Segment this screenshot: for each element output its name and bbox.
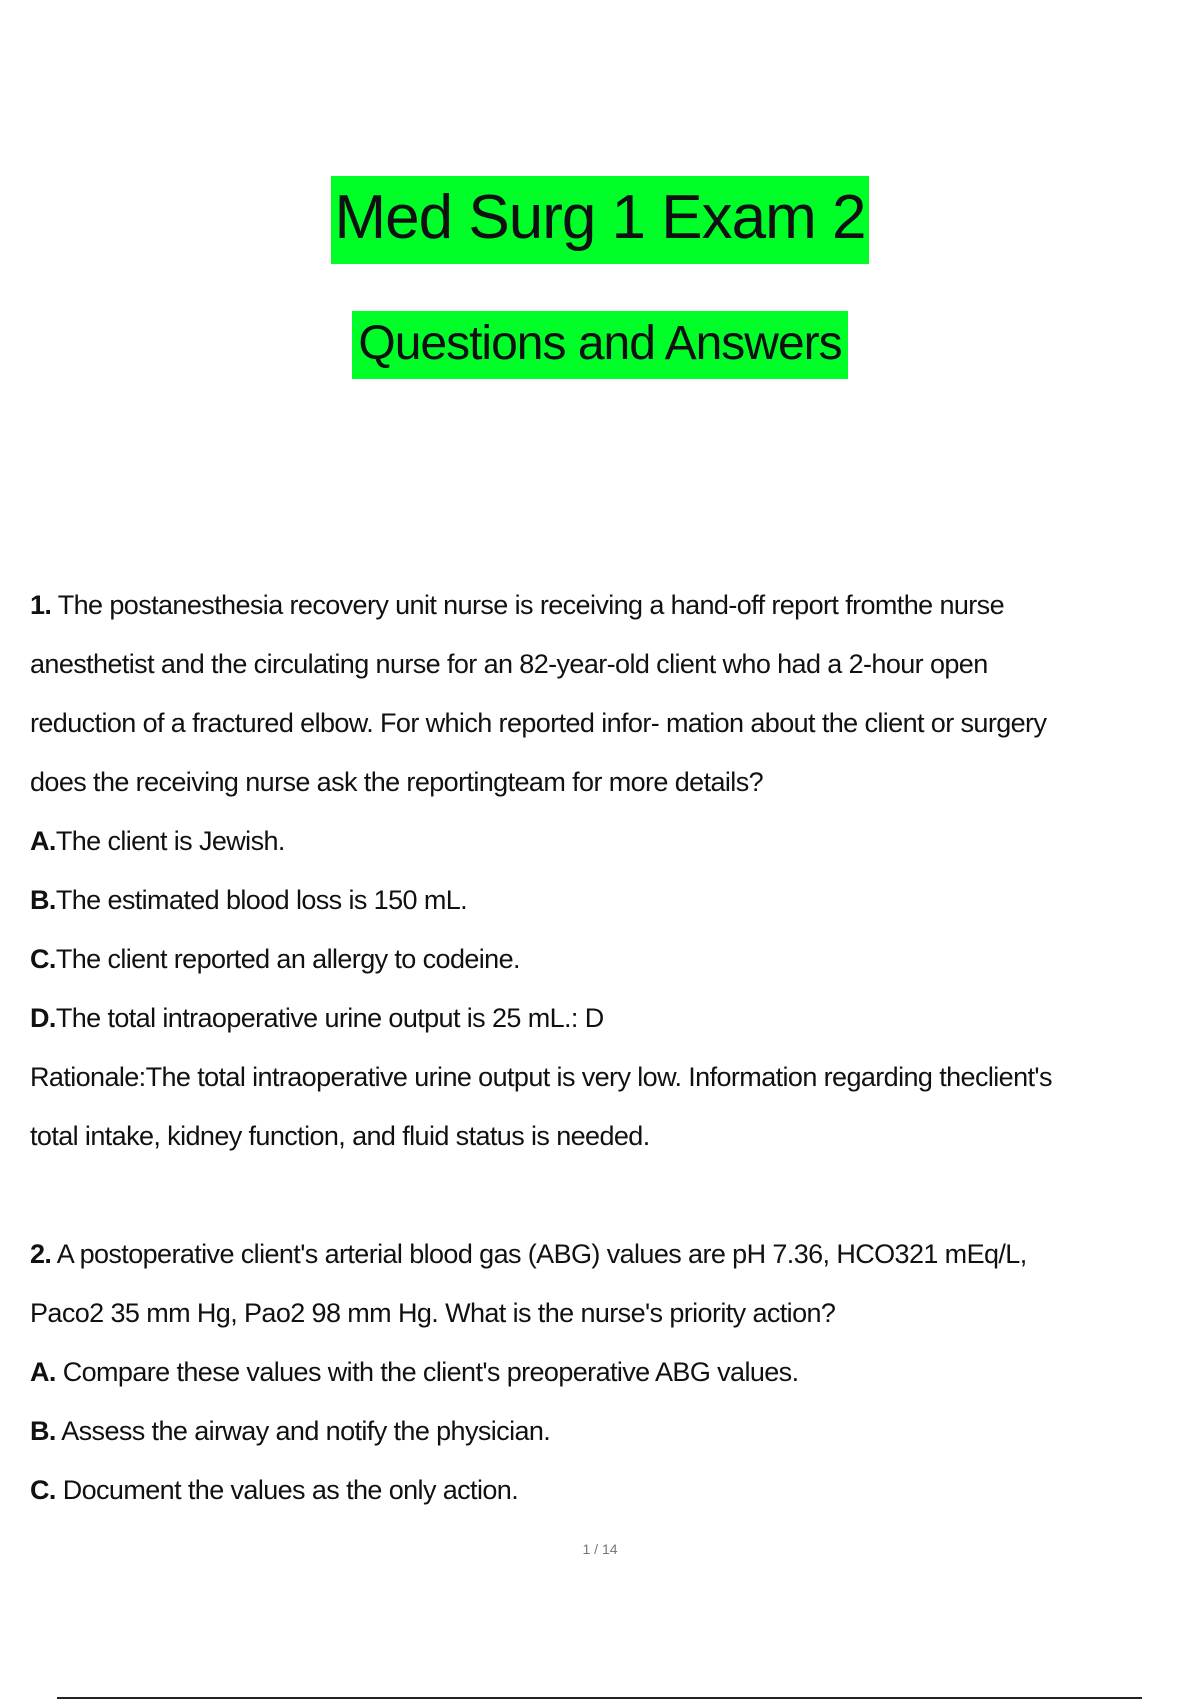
question-1-stem-line-2: anesthetist and the circulating nurse for an 82-year-old client who had a 2-hour open	[30, 649, 988, 679]
question-1-rationale-line-1: Rationale:The total intraoperative urine output is very low. Information regarding theclient's	[30, 1062, 1052, 1092]
question-1-option-c: C.The client reported an allergy to codeine.	[30, 944, 520, 974]
question-1-stem-line-4: does the receiving nurse ask the reportingteam for more details?	[30, 767, 764, 797]
question-2-stem-line-2: Paco2 35 mm Hg, Pao2 98 mm Hg. What is the nurse's priority action?	[30, 1298, 836, 1328]
question-1-option-b: B.The estimated blood loss is 150 mL.	[30, 885, 468, 915]
question-2-option-c: C. Document the values as the only action.	[30, 1475, 519, 1505]
document-title: Med Surg 1 Exam 2	[331, 176, 870, 264]
question-2-option-b: B. Assess the airway and notify the physician.	[30, 1416, 551, 1446]
question-1-option-a: A.The client is Jewish.	[30, 826, 285, 856]
questions-content	[30, 576, 1195, 1520]
question-1-number: 1.	[30, 590, 52, 620]
title-container	[0, 176, 1200, 264]
bottom-divider	[57, 1697, 1142, 1699]
question-spacer	[30, 1166, 1195, 1225]
question-1-option-d: D.The total intraoperative urine output is 25 mL.: D	[30, 1003, 604, 1033]
question-2-number: 2.	[30, 1239, 52, 1269]
subtitle-container	[0, 311, 1200, 379]
question-1-stem-line-3: reduction of a fractured elbow. For which reported infor- mation about the client or surgery	[30, 708, 1047, 738]
document-subtitle: Questions and Answers	[352, 311, 847, 379]
page-indicator: 1 / 14	[582, 1541, 618, 1557]
question-2-stem-line-1: 2. A postoperative client's arterial blood gas (ABG) values are pH 7.36, HCO321 mEq/L,	[30, 1239, 1027, 1269]
question-1-stem-line-1: 1. The postanesthesia recovery unit nurse is receiving a hand-off report fromthe nurse	[30, 590, 1004, 620]
question-2-option-a: A. Compare these values with the client's preoperative ABG values.	[30, 1357, 799, 1387]
question-1-rationale-line-2: total intake, kidney function, and fluid status is needed.	[30, 1121, 650, 1151]
